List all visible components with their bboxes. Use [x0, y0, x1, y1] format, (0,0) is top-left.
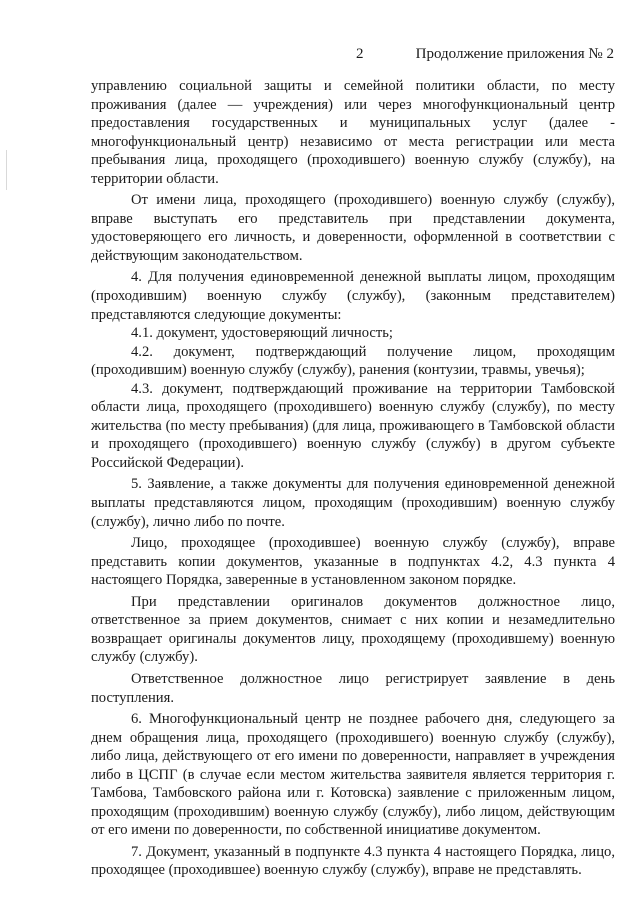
- document-body: [91, 77, 615, 880]
- paragraph-item-4-3: 4.3. документ, подтверждающий проживание на территории Тамбовской области лица, проходящего (проходившего) военную службу (службу), по месту жительства (по месту пребывания) (для лица, проживающего в Тамбовской области и проходящего (проходившего) военную службу (службу) в другом субъекте Российской Федерации).: [91, 380, 615, 471]
- paragraph-registration: Ответственное должностное лицо регистрирует заявление в день поступления.: [91, 670, 615, 706]
- paragraph-item-5: 5. Заявление, а также документы для получения единовременной денежной выплаты представляются лицом, проходящим (проходившим) военную службу (службу), лично либо по почте.: [91, 476, 615, 530]
- paragraph-item-6: 6. Многофункциональный центр не позднее рабочего дня, следующего за днем обращения лица, проходящего (проходившего) военную службу (службу), либо лица, действующего от его имени по доверенности, направляет в учреждения либо в ЦСПГ (в случае если местом жительства заявителя является территория г. Тамбова, Тамбовского района или г. Котовска) заявление с приложенным лицом, проходящим (проходившим) военную службу (службу), либо лицом, действующим от его имени по доверенности, по собственной инициативе документом.: [91, 711, 615, 839]
- paragraph-copies: Лицо, проходящее (проходившее) военную службу (службу), вправе представить копии документов, указанные в подпунктах 4.2, 4.3 пункта 4 настоящего Порядка, заверенные в установленном законом порядке.: [91, 535, 615, 589]
- scan-margin-mark: [6, 150, 7, 190]
- page-header: [0, 46, 640, 66]
- paragraph-originals: При представлении оригиналов документов должностное лицо, ответственное за прием документов, снимает с них копии и незамедлительно возвращает оригиналы документов лицу, проходящему (проходившему) военную службу (службу).: [91, 593, 615, 666]
- paragraph-item-4: 4. Для получения единовременной денежной выплаты лицом, проходящим (проходившим) военную службу (службу), (законным представителем) представляются следующие документы:: [91, 269, 615, 323]
- paragraph-item-4-2: 4.2. документ, подтверждающий получение лицом, проходящим (проходившим) военную службу (службу), ранения (контузии, травмы, увечья);: [91, 343, 615, 379]
- continuation-note: Продолжение приложения № 2: [415, 46, 614, 62]
- paragraph-item-7: 7. Документ, указанный в подпункте 4.3 пункта 4 настоящего Порядка, лицо, проходящее (проходившее) военную службу (службу), вправе не представлять.: [91, 843, 615, 879]
- page-number: 2: [356, 46, 364, 62]
- paragraph-representative: От имени лица, проходящего (проходившего) военную службу (службу), вправе выступать его представитель при представлении документа, удостоверяющего его личность, и доверенности, оформленной в соответствии с действующим законодательством.: [91, 192, 615, 264]
- paragraph-application-place: управлению социальной защиты и семейной политики области, по месту проживания (далее — учреждения) или через многофункциональный центр предоставления государственных и муниципальных услуг (далее - многофункциональный центр) независимо от места регистрации или места пребывания лица, проходящего (проходившего) военную службу (службу), на территории области.: [91, 78, 615, 187]
- paragraph-item-4-1: 4.1. документ, удостоверяющий личность;: [131, 325, 393, 342]
